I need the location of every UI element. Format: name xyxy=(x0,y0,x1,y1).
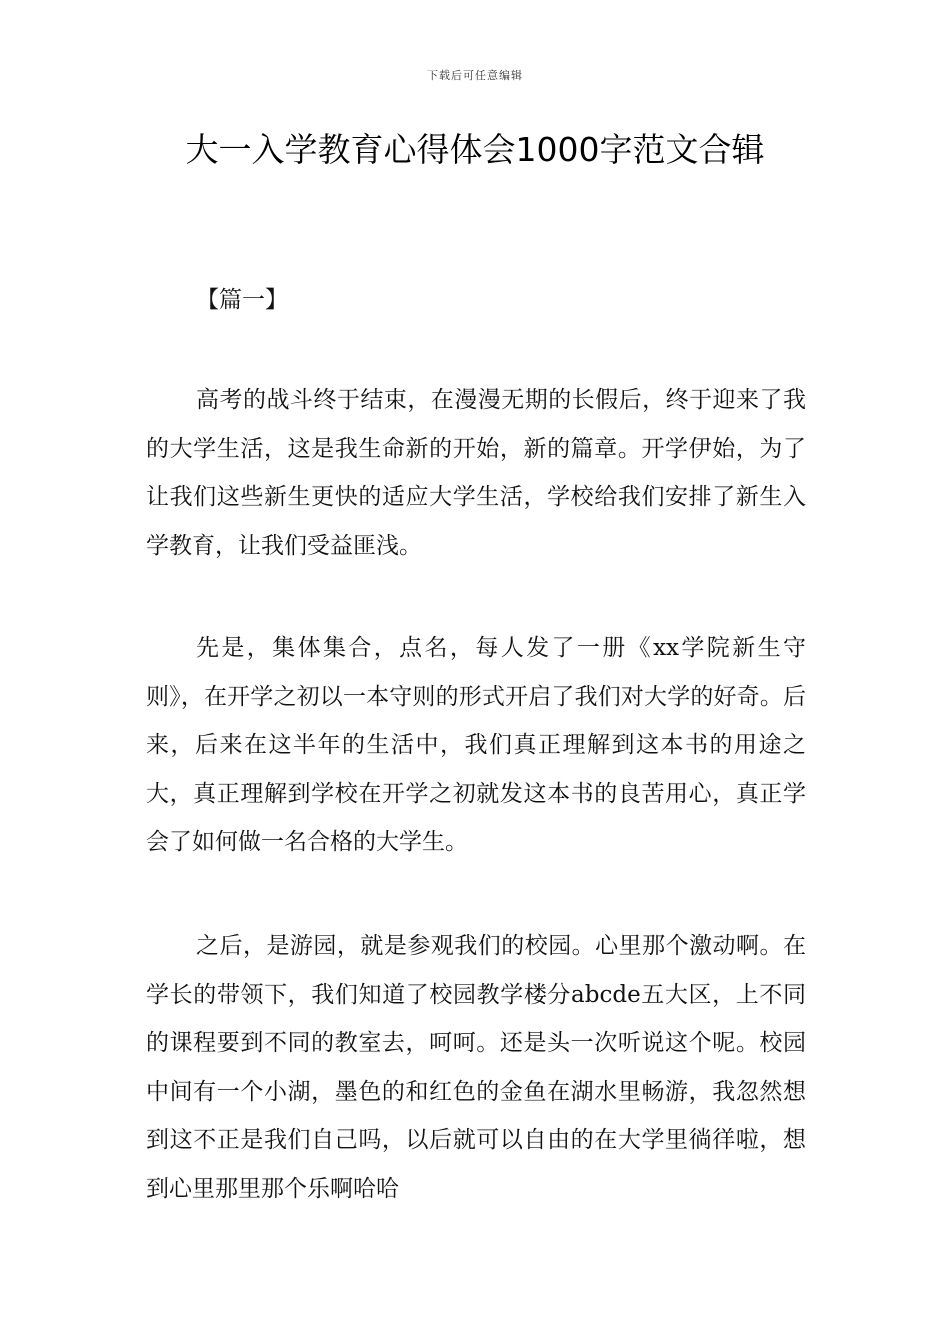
paragraph-3: 之后，是游园，就是参观我们的校园。心里那个激动啊。在学长的带领下，我们知道了校园教学楼分abcde五大区，上不同的课程要到不同的教室去，呵呵。还是头一次听说这个呢。校园中间有一个小湖，墨色的和红色的金鱼在湖水里畅游，我忽然想到这不正是我们自己吗，以后就可以自由的在大学里徜徉啦，想到心里那里那个乐啊哈哈 xyxy=(146,933,806,1202)
section-label: 【篇一】 xyxy=(196,287,288,313)
paragraph-2: 先是，集体集合，点名，每人发了一册《xx学院新生守则》，在开学之初以一本守则的形式开启了我们对大学的好奇。后来，后来在这半年的生活中，我们真正理解到这本书的用途之大，真正理解到学校在开学之初就发这本书的良苦用心，真正学会了如何做一名合格的大学生。 xyxy=(146,635,806,856)
paragraph-1: 高考的战斗终于结束，在漫漫无期的长假后，终于迎来了我的大学生活，这是我生命新的开始，新的篇章。开学伊始，为了让我们这些新生更快的适应大学生活，学校给我们安排了新生入学教育，让我们受益匪浅。 xyxy=(146,387,806,559)
header-note: 下载后可任意编辑 xyxy=(427,69,523,82)
document-title: 大一入学教育心得体会1000字范文合辑 xyxy=(185,130,765,169)
